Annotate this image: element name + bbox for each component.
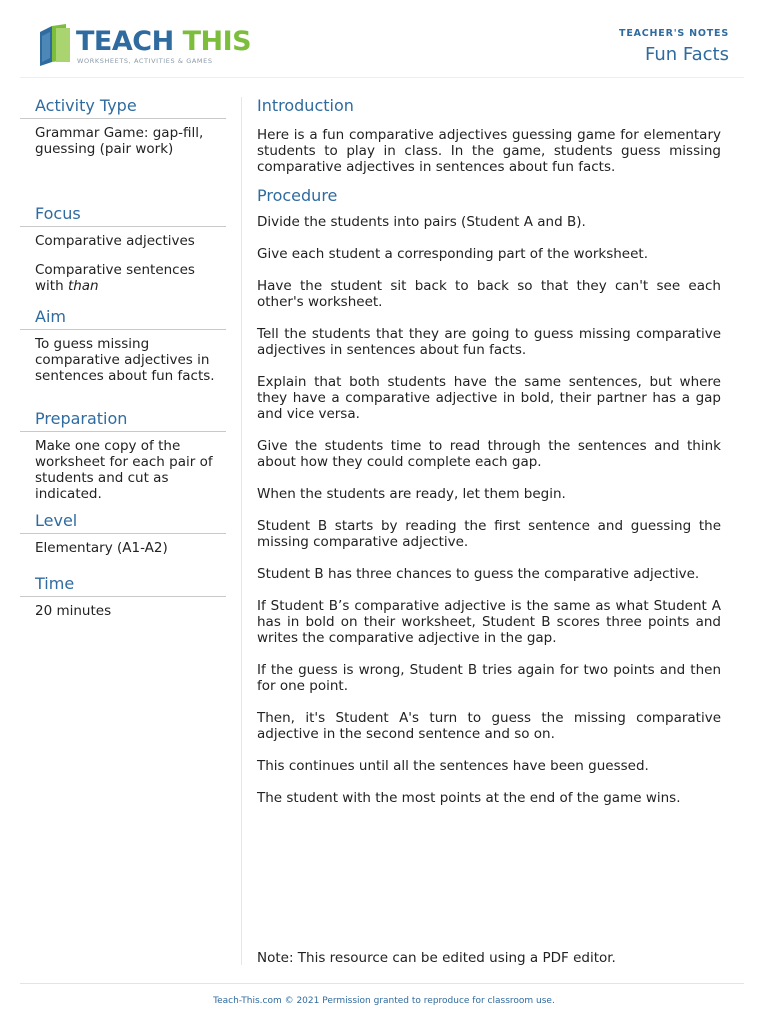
logo-wordmark: TEACH THIS — [76, 26, 252, 57]
activity-type-text: Grammar Game: gap-fill, guessing (pair work) — [35, 125, 204, 157]
focus-section — [20, 202, 226, 305]
sidebar — [20, 94, 226, 632]
aim-section — [20, 305, 226, 407]
procedure-step: When the students are ready, let them begin. — [257, 486, 566, 502]
procedure-step: Student B starts by reading the first sentence and guessing the missing comparative adjective. — [257, 518, 721, 550]
procedure-step: The student with the most points at the end of the game wins. — [257, 790, 681, 806]
section-title: Focus — [20, 202, 226, 227]
introduction-text: Here is a fun comparative adjectives guessing game for elementary students to play in class. In the game, students guess missing comparative adjectives in sentences about fun facts. — [257, 127, 721, 175]
preparation-text: Make one copy of the worksheet for each pair of students and cut as indicated. — [35, 438, 213, 502]
editing-note: Note: This resource can be edited using a PDF editor. — [257, 950, 616, 966]
section-title: Aim — [20, 305, 226, 330]
teachers-notes-label: TEACHER'S NOTES — [619, 28, 729, 39]
procedure-steps — [257, 214, 721, 806]
activity-type-section — [20, 94, 226, 202]
page-title: Fun Facts — [645, 44, 729, 65]
time-text: 20 minutes — [35, 603, 112, 619]
main-content — [257, 94, 721, 822]
logo-tagline: WORKSHEETS, ACTIVITIES & GAMES — [77, 57, 213, 65]
procedure-step: This continues until all the sentences have been guessed. — [257, 758, 649, 774]
focus-text-1: Comparative adjectives — [35, 233, 195, 249]
procedure-step: Then, it's Student A's turn to guess the missing comparative adjective in the second sentence and so on. — [257, 710, 721, 742]
page-header — [0, 0, 768, 78]
aim-text: To guess missing comparative adjectives in sentences about fun facts. — [35, 336, 215, 384]
time-section — [20, 572, 226, 619]
procedure-step: If Student B’s comparative adjective is the same as what Student A has in bold on their worksheet, Student B scores three points and writes the comparative adjective in the gap. — [257, 598, 721, 646]
section-title: Level — [20, 509, 226, 534]
footer-copyright[interactable]: Teach-This.com © 2021 Permission granted to reproduce for classroom use. — [213, 996, 555, 1006]
footer-divider — [20, 983, 744, 984]
procedure-step: Student B has three chances to guess the comparative adjective. — [257, 566, 700, 582]
section-title: Time — [20, 572, 226, 597]
book-logo-icon — [36, 22, 74, 68]
procedure-heading: Procedure — [257, 186, 338, 205]
section-title: Activity Type — [20, 94, 226, 119]
procedure-step: If the guess is wrong, Student B tries again for two points and then for one point. — [257, 662, 721, 694]
preparation-section — [20, 407, 226, 509]
procedure-step: Have the student sit back to back so that they can't see each other's worksheet. — [257, 278, 721, 310]
column-divider — [241, 97, 242, 965]
procedure-step: Give the students time to read through the sentences and think about how they could complete each gap. — [257, 438, 721, 470]
focus-text-2: Comparative sentences with than — [35, 262, 195, 294]
level-section — [20, 509, 226, 572]
level-text: Elementary (A1-A2) — [35, 540, 168, 556]
teach-this-logo[interactable] — [36, 22, 252, 70]
procedure-step: Explain that both students have the same sentences, but where they have a comparative adjective in bold, their partner has a gap and vice versa. — [257, 374, 721, 422]
procedure-step: Divide the students into pairs (Student A and B). — [257, 214, 586, 230]
header-divider — [20, 77, 744, 78]
section-title: Preparation — [20, 407, 226, 432]
procedure-step: Give each student a corresponding part of the worksheet. — [257, 246, 648, 262]
procedure-step: Tell the students that they are going to guess missing comparative adjectives in sentences about fun facts. — [257, 326, 721, 358]
introduction-heading: Introduction — [257, 96, 354, 115]
